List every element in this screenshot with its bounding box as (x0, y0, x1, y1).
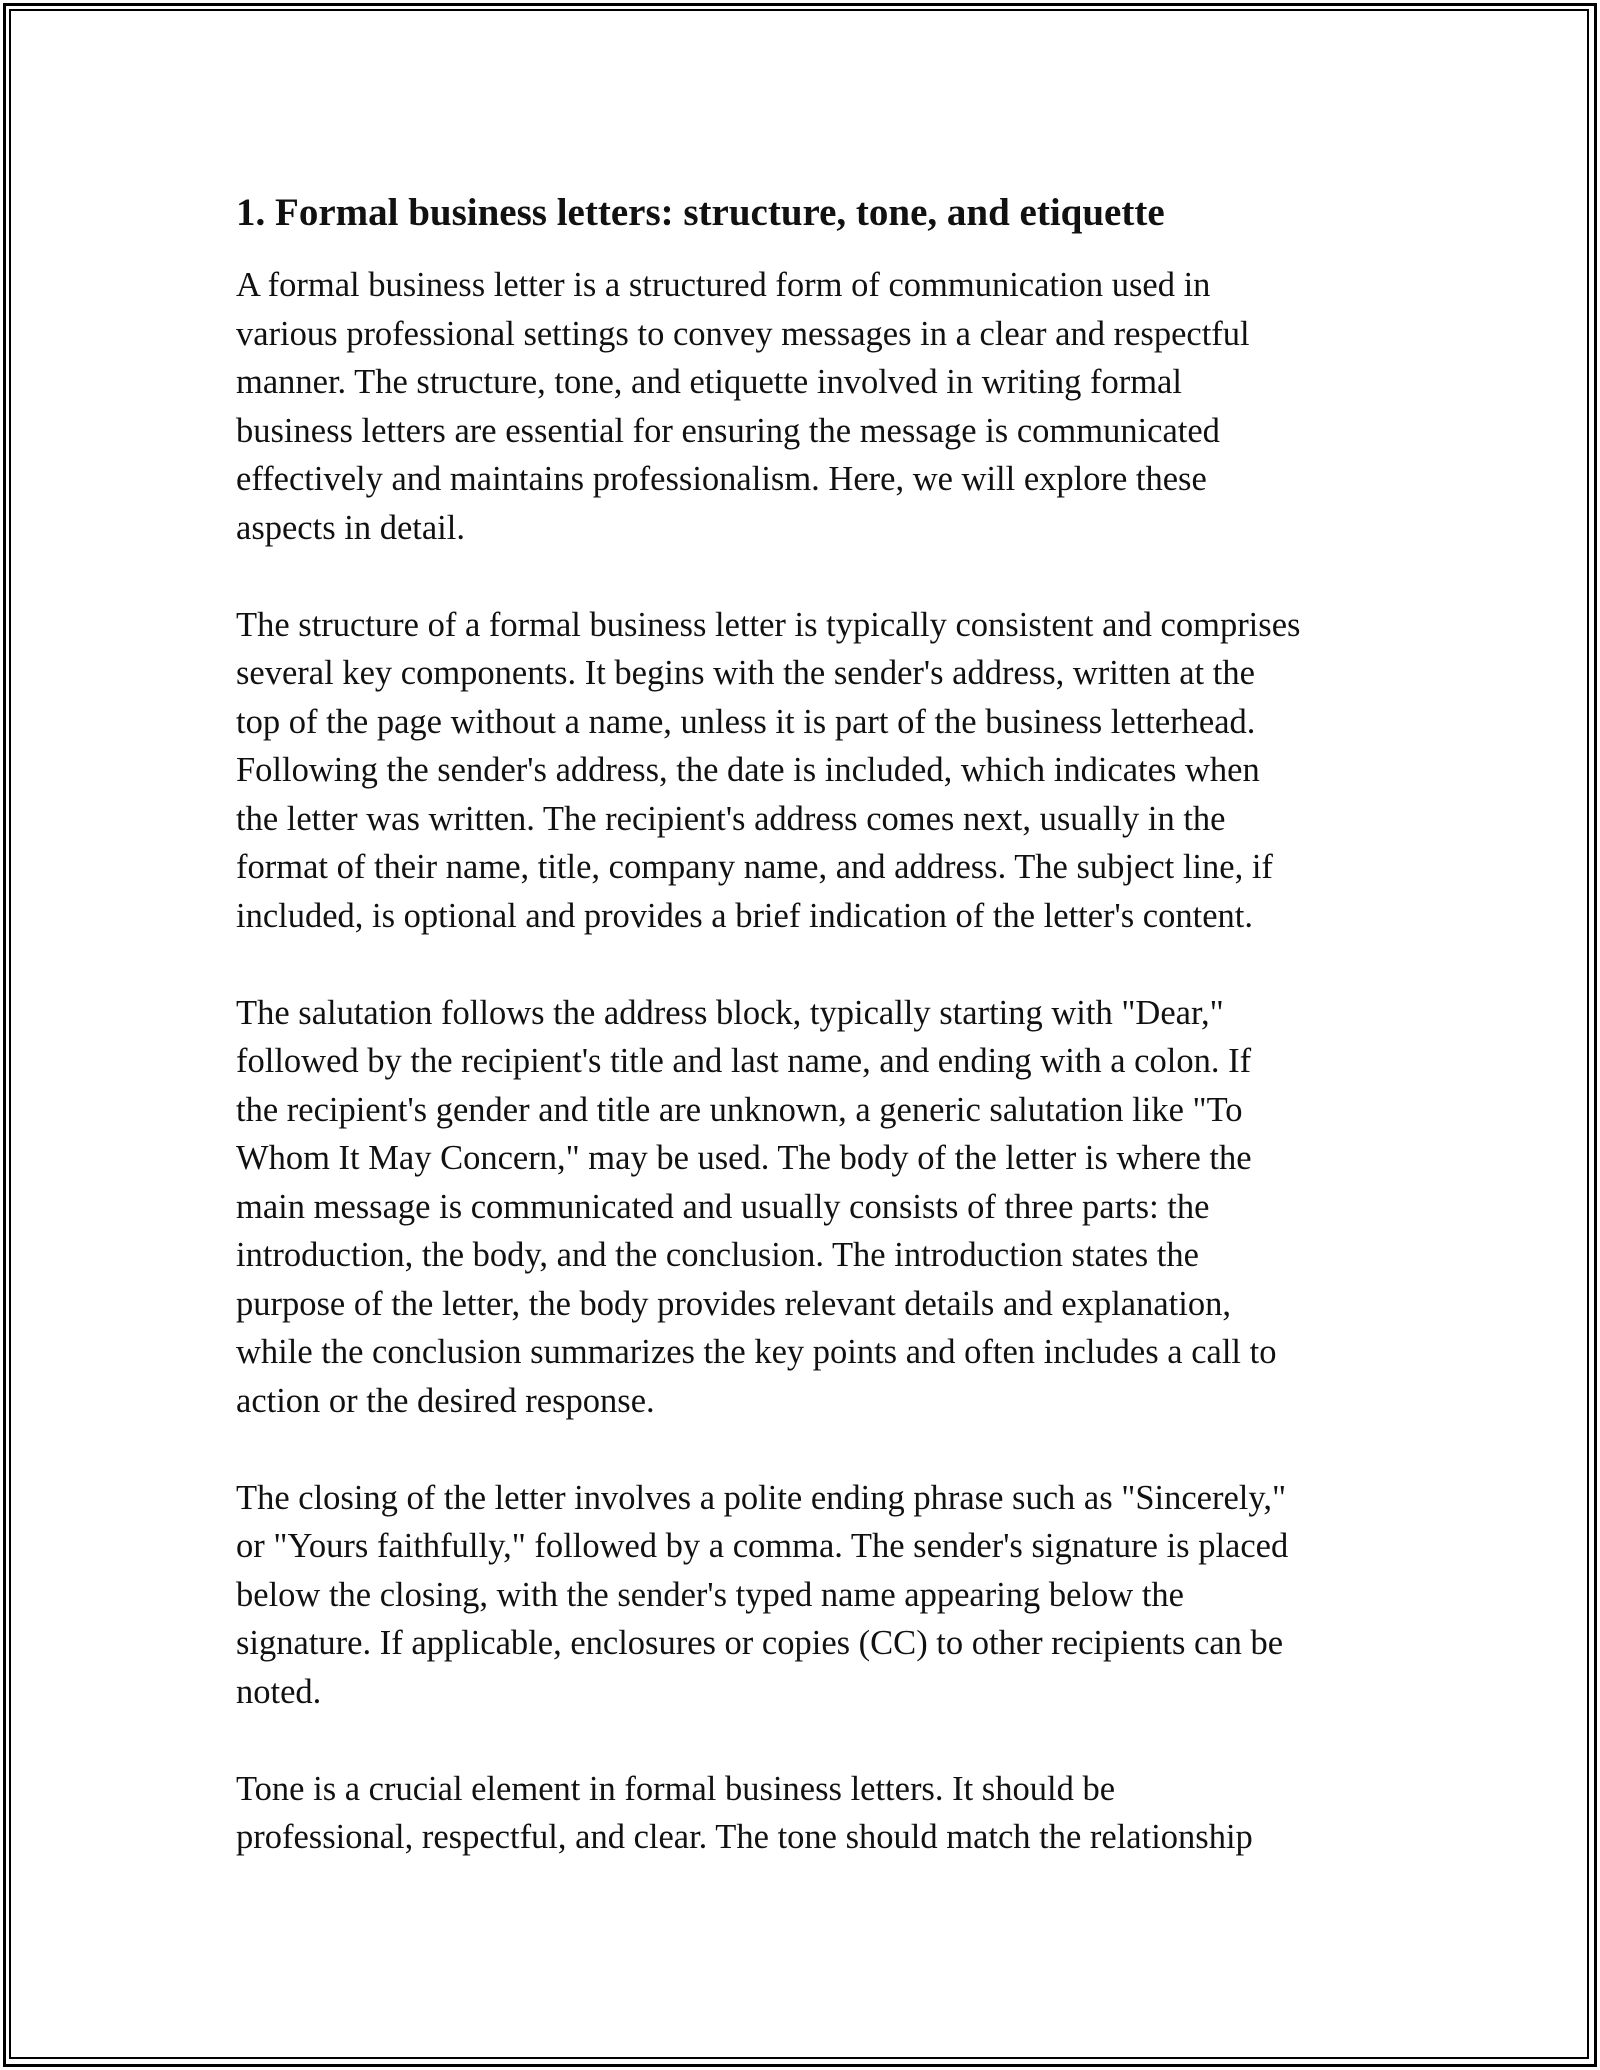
paragraph-line: noted. (236, 1672, 322, 1711)
paragraph-list (236, 261, 1386, 1862)
paragraph-line: the letter was written. The recipient's address comes next, usually in the (236, 799, 1226, 838)
paragraph-line: Tone is a crucial element in formal business letters. It should be (236, 1769, 1116, 1808)
paragraph-line: effectively and maintains professionalism. Here, we will explore these (236, 460, 1207, 498)
paragraph-line: main message is communicated and usually consists of three parts: the (236, 1187, 1210, 1226)
paragraph-line: followed by the recipient's title and last name, and ending with a colon. If (236, 1042, 1252, 1080)
paragraph-line: manner. The structure, tone, and etiquette involved in writing formal (236, 363, 1182, 401)
paragraph-line: Following the sender's address, the date is included, which indicates when (236, 751, 1260, 789)
paragraph-line: aspects in detail. (236, 508, 465, 547)
paragraph-line: action or the desired response. (236, 1381, 655, 1420)
body-paragraph (236, 1474, 1386, 1717)
paragraph-line: The structure of a formal business letter is typically consistent and comprises (236, 605, 1301, 644)
section-heading: 1. Formal business letters: structure, tone, and etiquette (236, 191, 1165, 234)
paragraph-line: signature. If applicable, enclosures or copies (CC) to other recipients can be (236, 1624, 1284, 1662)
body-paragraph (236, 261, 1386, 552)
document-body (236, 186, 1386, 1910)
paragraph-line: top of the page without a name, unless it is part of the business letterhead. (236, 702, 1256, 741)
body-paragraph (236, 1765, 1386, 1862)
body-paragraph (236, 989, 1386, 1426)
body-paragraph (236, 601, 1386, 941)
paragraph-line: A formal business letter is a structured form of communication used in (236, 266, 1211, 304)
paragraph-line: business letters are essential for ensuring the message is communicated (236, 411, 1220, 450)
paragraph-line: professional, respectful, and clear. The tone should match the relationship (236, 1818, 1253, 1856)
paragraph-line: format of their name, title, company name, and address. The subject line, if (236, 848, 1273, 886)
paragraph-line: The closing of the letter involves a polite ending phrase such as "Sincerely," (236, 1478, 1287, 1517)
paragraph-line: introduction, the body, and the conclusion. The introduction states the (236, 1236, 1199, 1274)
paragraph-line: purpose of the letter, the body provides relevant details and explanation, (236, 1284, 1231, 1323)
paragraph-line: or "Yours faithfully," followed by a comma. The sender's signature is placed (236, 1527, 1289, 1565)
paragraph-line: the recipient's gender and title are unknown, a generic salutation like "To (236, 1090, 1243, 1129)
paragraph-line: included, is optional and provides a brief indication of the letter's content. (236, 896, 1253, 935)
paragraph-line: while the conclusion summarizes the key points and often includes a call to (236, 1333, 1277, 1371)
paragraph-line: The salutation follows the address block, typically starting with "Dear," (236, 993, 1224, 1032)
paragraph-line: several key components. It begins with the sender's address, written at the (236, 654, 1255, 692)
paragraph-line: below the closing, with the sender's typed name appearing below the (236, 1575, 1184, 1614)
paragraph-line: various professional settings to convey messages in a clear and respectful (236, 314, 1250, 353)
paragraph-line: Whom It May Concern," may be used. The body of the letter is where the (236, 1139, 1252, 1177)
